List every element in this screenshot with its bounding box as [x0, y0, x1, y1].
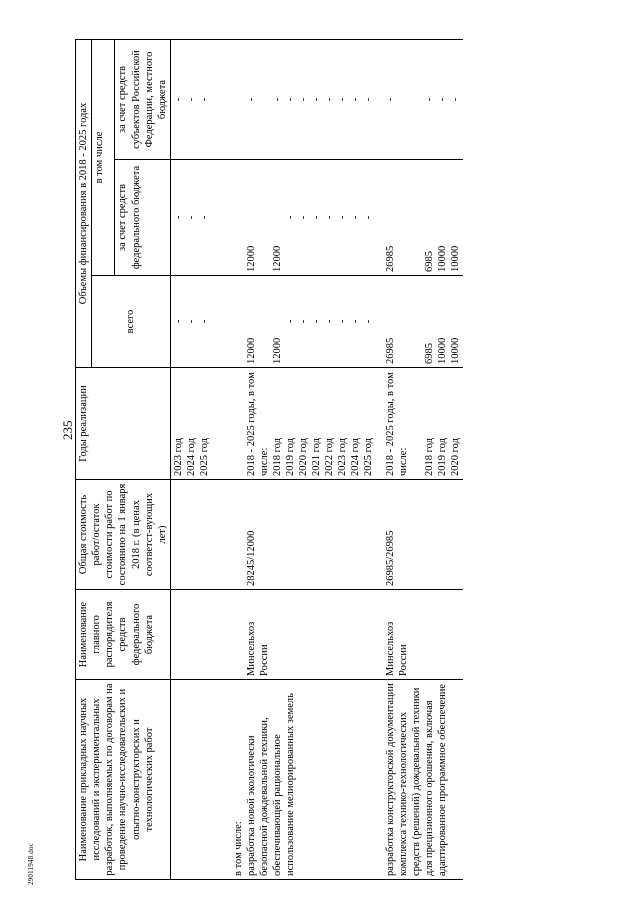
value: -: [384, 97, 396, 102]
year-label: 2018 год: [271, 438, 283, 476]
header-regional: за счет средств субъектов Российской Федерации, местного бюджета: [115, 39, 171, 159]
cell-project-2-name: [376, 680, 463, 880]
year-label: 2018 год: [423, 438, 435, 476]
value: -: [284, 97, 296, 102]
header-volumes: Объемы финансирования в 2018 - 2025 годах: [76, 39, 92, 367]
value: -: [185, 215, 197, 220]
cell-project-2-years: [376, 368, 463, 480]
header-federal: за счет средств федерального бюджета: [115, 160, 171, 276]
value: 10000: [449, 245, 461, 272]
value: -: [198, 215, 210, 220]
value: 10000: [436, 337, 448, 364]
cell-project-2-cost: 26985/26985: [376, 480, 463, 590]
value: -: [349, 215, 361, 220]
project-2-name: разработка конструкторской документации комплекса технико-технологических средств (решений) дождевальной техники для прецизионного орошения, включая адаптированное программное обеспечение: [384, 683, 449, 876]
value: -: [172, 319, 184, 324]
year-label: 2019 год: [284, 438, 296, 476]
cell-empty: [170, 480, 212, 590]
header-responsible: Наименование главного распорядителя средств федерального бюджета: [76, 590, 171, 680]
value: -: [297, 97, 309, 102]
value: -: [423, 97, 435, 102]
cell-federal: [170, 160, 212, 276]
year-label: 2025 год: [362, 438, 374, 476]
cell-empty: [170, 590, 212, 680]
value: -: [336, 215, 348, 220]
value: -: [323, 97, 335, 102]
value: -: [323, 319, 335, 324]
year-label: 2023 год: [172, 438, 184, 476]
project-1-name: разработка новой экологически безопасной дождевальной техники, обеспечивающей рациональное использование мелиорированных земель: [246, 693, 297, 876]
value: 26985: [384, 337, 396, 364]
year-label: 2018 - 2025 годы, в том числе:: [384, 372, 409, 476]
value: -: [284, 319, 296, 324]
value: -: [449, 97, 461, 102]
cell-project-1-federal: [212, 160, 376, 276]
value: -: [310, 319, 322, 324]
value: -: [336, 319, 348, 324]
header-name: Наименование прикладных научных исследований и экспериментальных разработок, выполняемых по договорам на проведение научно-исследовательских и опытно-конструкторских и технологических работ: [76, 680, 171, 880]
value: 26985: [384, 245, 396, 272]
page-number: 235: [60, 420, 75, 440]
cell-project-1-responsible: Минсельхоз России: [212, 590, 376, 680]
header-total: всего: [92, 276, 171, 368]
value: -: [198, 319, 210, 324]
value: 12000: [245, 245, 257, 272]
value: 6985: [423, 343, 435, 364]
footer-file-name: 29011948.doc: [27, 843, 35, 885]
value: -: [436, 97, 448, 102]
value: -: [323, 215, 335, 220]
value: -: [362, 97, 374, 102]
year-label: 2021 год: [310, 438, 322, 476]
including-label: в том числе:: [232, 821, 244, 876]
cell-empty: [170, 680, 212, 880]
value: -: [310, 215, 322, 220]
cell-project-2-total: [376, 276, 463, 368]
value: -: [172, 215, 184, 220]
cell-project-1-name: [212, 680, 376, 880]
value: 12000: [271, 337, 283, 364]
cell-project-2-federal: [376, 160, 463, 276]
value: -: [297, 215, 309, 220]
header-years: Годы реализации: [76, 368, 171, 480]
cell-total: [170, 276, 212, 368]
value: -: [349, 97, 361, 102]
financing-table: [75, 39, 463, 880]
table-row-project-1: [212, 39, 376, 879]
value: 10000: [449, 337, 461, 364]
cell-project-1-regional: [212, 39, 376, 159]
header-including: в том числе: [92, 39, 115, 275]
table-row-project-2: [376, 39, 463, 879]
value: -: [198, 97, 210, 102]
year-label: 2018 - 2025 годы, в том числе:: [245, 372, 270, 476]
year-label: 2019 год: [436, 438, 448, 476]
year-label: 2025 год: [198, 438, 210, 476]
year-label: 2024 год: [349, 438, 361, 476]
value: 6985: [423, 251, 435, 272]
cell-regional: [170, 39, 212, 159]
cell-project-2-regional: [376, 39, 463, 159]
year-label: 2023 год: [336, 438, 348, 476]
cell-project-1-cost: 28245/12000: [212, 480, 376, 590]
value: -: [297, 319, 309, 324]
value: -: [271, 97, 283, 102]
value: -: [284, 215, 296, 220]
value: -: [310, 97, 322, 102]
year-label: 2024 год: [185, 438, 197, 476]
value: -: [336, 97, 348, 102]
rotated-table-container: [75, 40, 575, 880]
value: -: [362, 215, 374, 220]
cell-project-1-years: [212, 368, 376, 480]
value: 10000: [436, 245, 448, 272]
value: -: [362, 319, 374, 324]
value: -: [172, 97, 184, 102]
cell-project-2-responsible: Минсельхоз России: [376, 590, 463, 680]
cell-project-1-total: [212, 276, 376, 368]
table-row-continuation: [170, 39, 212, 879]
year-label: 2020 год: [449, 438, 461, 476]
cell-years: [170, 368, 212, 480]
value: -: [245, 97, 257, 102]
value: 12000: [245, 337, 257, 364]
value: 12000: [271, 245, 283, 272]
value: -: [185, 319, 197, 324]
value: -: [185, 97, 197, 102]
year-label: 2020 год: [297, 438, 309, 476]
value: -: [349, 319, 361, 324]
year-label: 2022 год: [323, 438, 335, 476]
header-cost: Общая стоимость работ/остаток стоимости работ по состоянию на 1 января 2018 г. (в ценах соответст-вующих лет): [76, 480, 171, 590]
